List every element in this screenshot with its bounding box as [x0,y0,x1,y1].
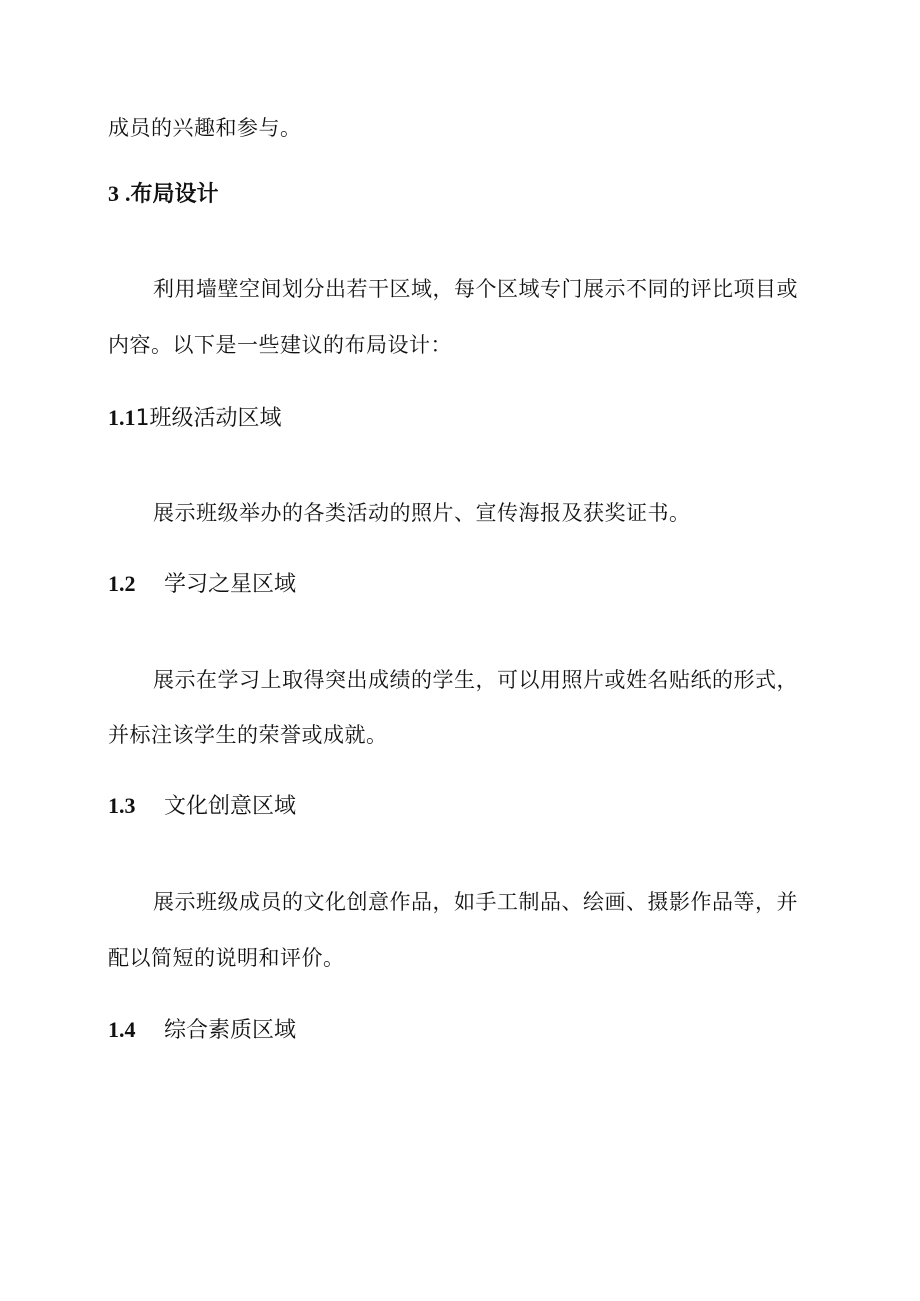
subsection-title: 综合素质区域 [164,1018,297,1043]
subsection-number: 1.4 [108,1017,136,1042]
section-heading-3 [108,179,219,210]
intro-paragraph-line-2: 内容。以下是一些建议的布局设计： [108,333,452,357]
intro-paragraph-line-1: 利用墙壁空间划分出若干区域，每个区域专门展示不同的评比项目或 [153,277,798,301]
subsection-1-2-body-line-1: 展示在学习上取得突出成绩的学生，可以用照片或姓名贴纸的形式， [153,668,798,692]
subsection-title: 学习之星区域 [164,572,297,597]
subsection-number: 1.3 [108,793,136,818]
subsection-heading-1-2 [108,569,296,600]
subsection-heading-1-3 [108,791,296,822]
subsection-1-2-body-line-2: 并标注该学生的荣誉或成就。 [108,723,388,747]
subsection-heading-1-4 [108,1015,296,1046]
section-title-3: .布局设计 [125,181,219,206]
subsection-1-3-body-line-1: 展示班级成员的文化创意作品，如手工制品、绘画、摄影作品等，并 [153,890,798,914]
subsection-heading-1-1 [108,403,282,434]
subsection-number: 1.2 [108,571,136,596]
subsection-number: 1.1 [108,405,136,430]
paragraph-continuation: 成员的兴趣和参与。 [108,116,302,140]
section-number: 3 [108,181,119,206]
subsection-title: 文化创意区域 [164,794,297,819]
subsection-1-1-body: 展示班级举办的各类活动的照片、宣传海报及获奖证书。 [153,501,691,525]
subsection-title: 1班级活动区域 [135,406,282,431]
subsection-1-3-body-line-2: 配以简短的说明和评价。 [108,946,345,970]
